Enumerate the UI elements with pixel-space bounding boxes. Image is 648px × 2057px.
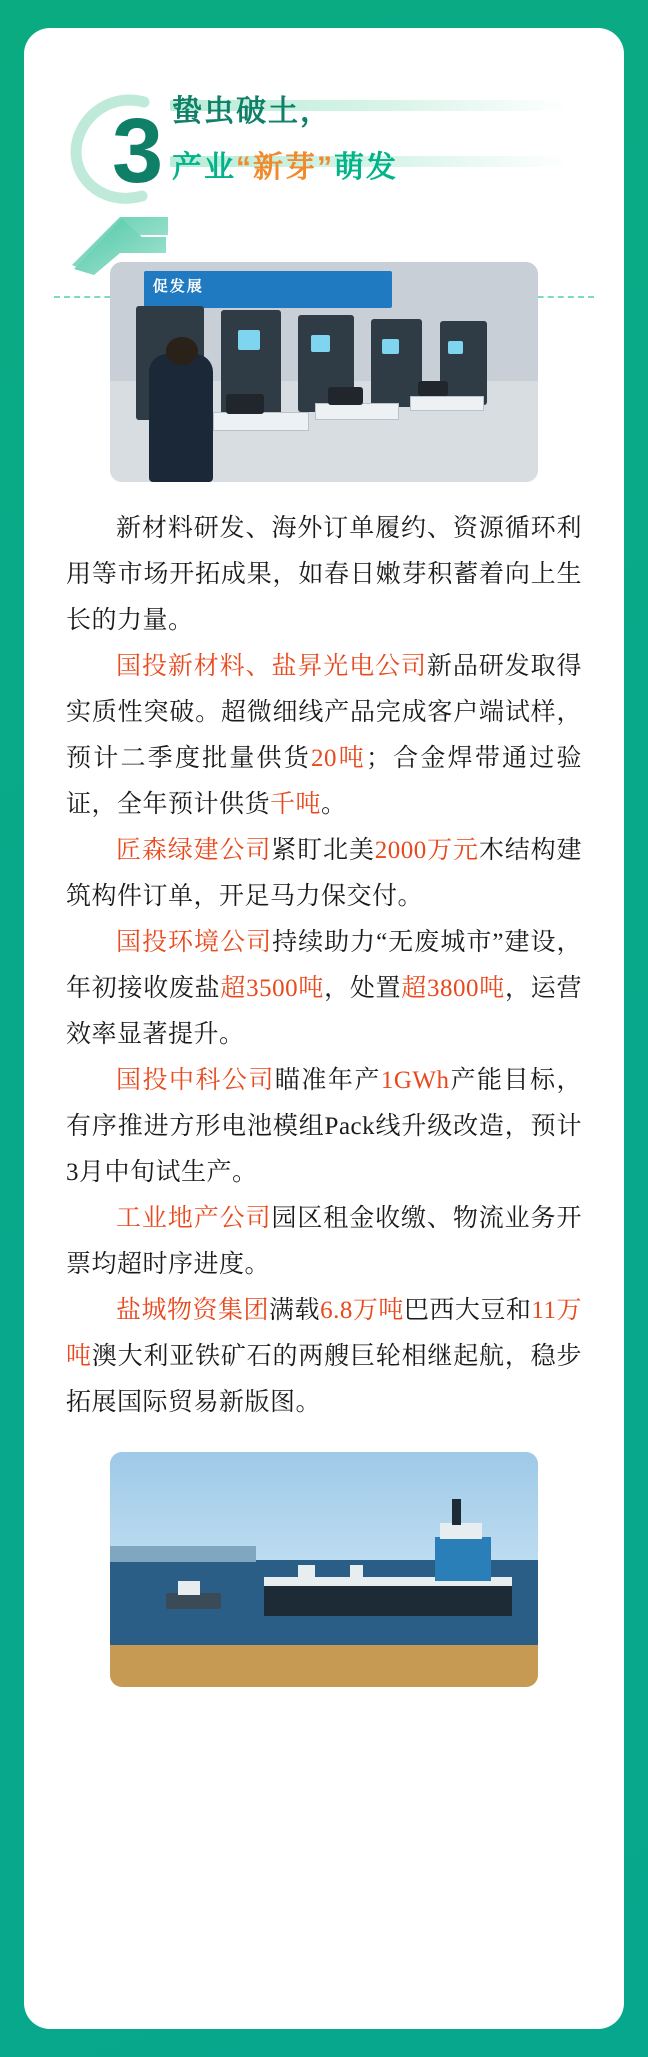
svg-text:3: 3: [112, 100, 164, 202]
title-part-a: 产业: [172, 151, 236, 184]
section-title: [172, 84, 592, 196]
paragraph-7: 盐城物资集团满载6.8万吨巴西大豆和11万吨澳大利亚铁矿石的两艘巨轮相继起航，稳步拓展国际贸易新版图。: [66, 1297, 582, 1416]
highlight-text: 20吨: [310, 745, 366, 772]
highlight-text: 超3500吨: [220, 975, 325, 1002]
title-line-2: [172, 140, 592, 196]
section-header: [24, 28, 624, 238]
highlight-text: 2000万元: [374, 837, 479, 864]
title-part-b: “新芽”: [236, 151, 334, 184]
highlight-text: 千吨: [270, 791, 322, 818]
highlight-text: 国投环境公司: [116, 929, 273, 956]
cargo-ship-photo: [110, 1452, 538, 1687]
paragraph-6: 工业地产公司园区租金收缴、物流业务开票均超时序进度。: [66, 1205, 582, 1278]
title-part-c: 萌发: [334, 151, 398, 184]
photo-banner-text: 促发展: [152, 278, 204, 296]
paragraph-4: 国投环境公司持续助力“无废城市”建设，年初接收废盐超3500吨，处置超3800吨，运营效率显著提升。: [66, 929, 582, 1048]
highlight-text: 超3800吨: [401, 975, 505, 1002]
highlight-text: 盐城物资集团: [116, 1297, 270, 1324]
highlight-text: 国投新材料、盐昇光电公司: [116, 653, 427, 680]
paragraph-5: 国投中科公司瞄准年产1GWh产能目标，有序推进方形电池模组Pack线升级改造，预计3月中旬试生产。: [66, 1067, 582, 1186]
paragraph-3: 匠森绿建公司紧盯北美2000万元木结构建筑构件订单，开足马力保交付。: [66, 837, 582, 910]
highlight-text: 工业地产公司: [116, 1205, 272, 1232]
highlight-text: 匠森绿建公司: [116, 837, 272, 864]
highlight-text: 6.8万吨: [320, 1297, 404, 1324]
paragraph-1: 新材料研发、海外订单履约、资源循环利用等市场开拓成果，如春日嫩芽积蓄着向上生长的力量。: [66, 515, 582, 634]
title-line-1: 蛰虫破土，: [172, 95, 332, 128]
highlight-text: 国投中科公司: [116, 1067, 275, 1094]
highlight-text: 11万吨: [66, 1297, 582, 1370]
paragraph-2: 国投新材料、盐昇光电公司新品研发取得实质性突破。超微细线产品完成客户端试样，预计二季度批量供货20吨；合金焊带通过验证，全年预计供货千吨。: [66, 653, 582, 818]
factory-workshop-photo: [110, 262, 538, 482]
content-card: [24, 28, 624, 2029]
article-body: [24, 482, 624, 1426]
section-number-icon: [66, 84, 176, 204]
highlight-text: 1GWh: [380, 1067, 450, 1094]
